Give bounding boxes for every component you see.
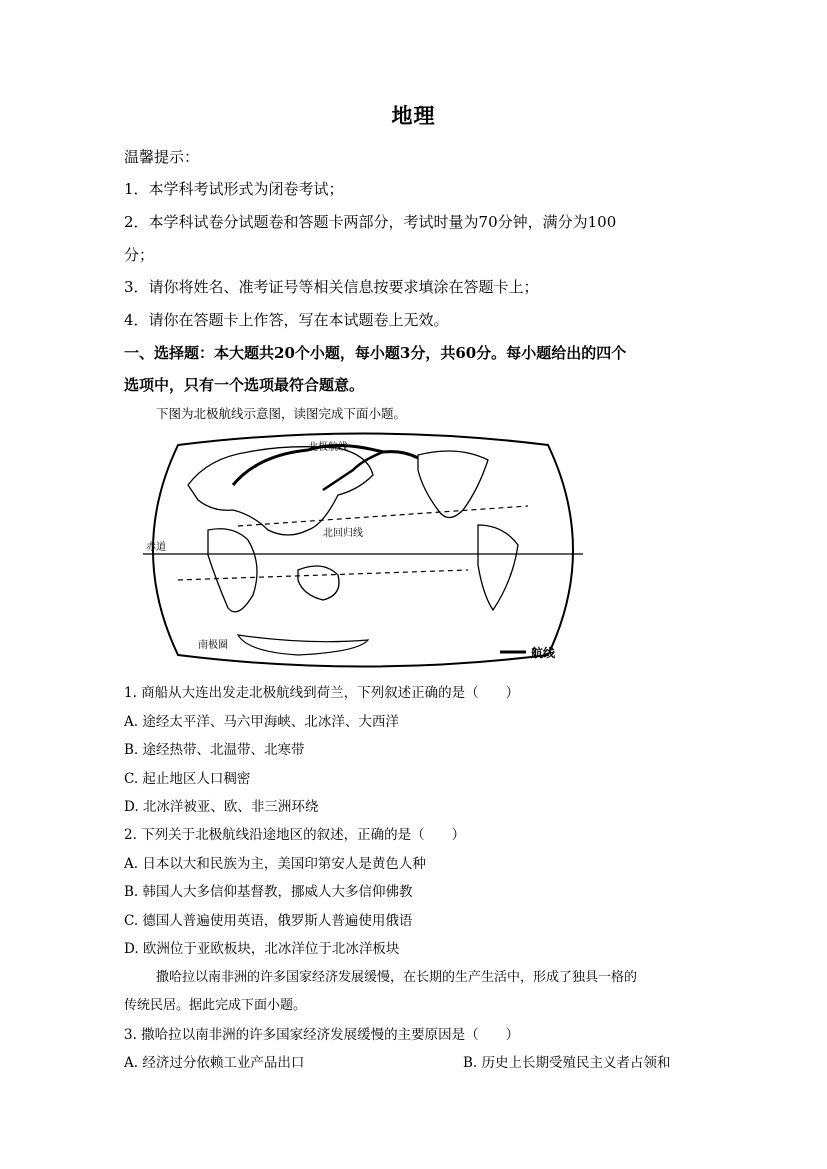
passage-line-2: 传统民居。据此完成下面小题。 <box>124 998 307 1013</box>
section-heading: 一、选择题：本大题共20个小题，每小题3分，共60分。每小题给出的四个 <box>124 344 627 362</box>
q2-option-c: C. 德国人普遍使用英语，俄罗斯人普遍使用俄语 <box>124 913 413 929</box>
page-title: 地理 <box>391 103 436 128</box>
q1-stem: 1. 商船从大连出发走北极航线到荷兰，下列叙述正确的是（ ） <box>124 685 520 701</box>
q3-option-a: A. 经济过分依赖工业产品出口 <box>124 1055 305 1071</box>
label-tropic: 北回归线 <box>323 528 363 539</box>
notice-item-2: 2．本学科试卷分试题卷和答题卡两部分，考试时量为70分钟，满分为100 <box>124 213 617 231</box>
passage-line-1: 撒哈拉以南非洲的许多国家经济发展缓慢，在长期的生产生活中，形成了独具一格的 <box>156 970 638 985</box>
q2-option-b: B. 韩国人大多信仰基督教，挪威人大多信仰佛教 <box>124 884 413 900</box>
map-intro: 下图为北极航线示意图，读图完成下面小题。 <box>156 406 407 421</box>
q1-option-b: B. 途经热带、北温带、北寒带 <box>124 742 305 758</box>
q2-option-a: A. 日本以大和民族为主，美国印第安人是黄色人种 <box>124 856 426 872</box>
label-equator: 赤道 <box>146 542 166 553</box>
section-heading-cont: 选项中，只有一个选项最符合题意。 <box>124 376 365 394</box>
q1-option-d: D. 北冰洋被亚、欧、非三洲环绕 <box>124 799 319 815</box>
notice-item-3: 3．请你将姓名、准考证号等相关信息按要求填涂在答题卡上； <box>124 278 539 296</box>
notice-item-1: 1．本学科考试形式为闭卷考试； <box>124 180 344 198</box>
notice-item-2-cont: 分； <box>124 246 155 264</box>
label-antarctic-circle: 南极圈 <box>198 640 228 651</box>
q2-stem: 2. 下列关于北极航线沿途地区的叙述，正确的是（ ） <box>124 827 466 843</box>
q1-option-a: A. 途经太平洋、马六甲海峡、北冰洋、大西洋 <box>124 714 399 730</box>
notice-heading: 温馨提示： <box>124 148 200 166</box>
notice-item-4: 4．请你在答题卡上作答，写在本试题卷上无效。 <box>124 311 449 329</box>
arctic-route-map <box>138 430 588 670</box>
q2-option-d: D. 欧洲位于亚欧板块，北冰洋位于北冰洋板块 <box>124 941 400 957</box>
q3-option-b: B. 历史上长期受殖民主义者占领和 <box>463 1055 671 1071</box>
q3-stem: 3. 撒哈拉以南非洲的许多国家经济发展缓慢的主要原因是（ ） <box>124 1027 520 1043</box>
q1-option-c: C. 起止地区人口稠密 <box>124 771 251 787</box>
legend-label: 航线 <box>531 646 556 660</box>
label-arctic-route: 北极航线 <box>308 442 348 453</box>
